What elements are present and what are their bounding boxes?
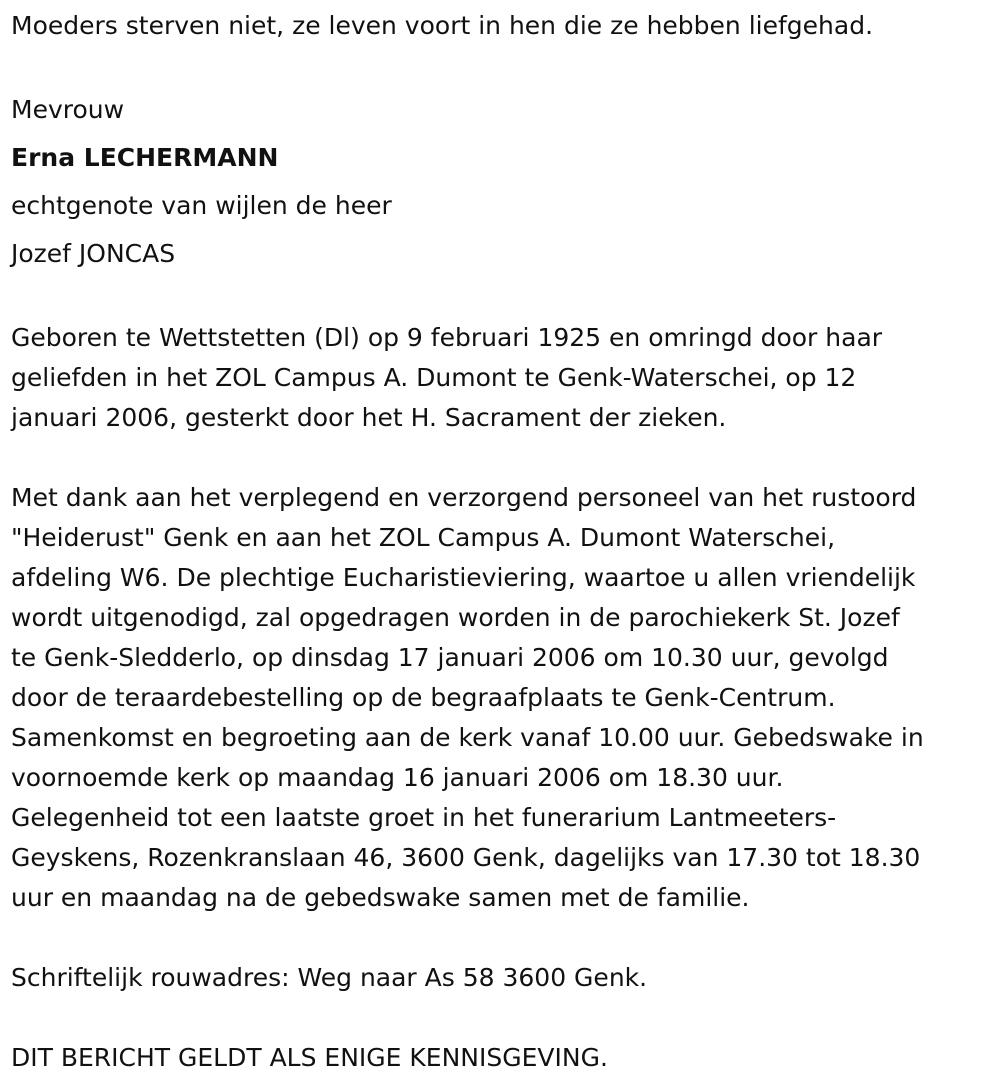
paragraph-line: afdeling W6. De plechtige Eucharistieviering, waartoe u allen vriendelijk (11, 563, 916, 592)
birth-death-paragraph (11, 318, 986, 438)
spouse-name: Jozef JONCAS (11, 239, 176, 268)
blank-line (11, 438, 986, 478)
blank-line (11, 278, 986, 318)
paragraph-line: "Heiderust" Genk en aan het ZOL Campus A. Dumont Waterschei, (11, 523, 836, 552)
notice-statement: DIT BERICHT GELDT ALS ENIGE KENNISGEVING. (11, 1043, 608, 1072)
condolence-address: Schriftelijk rouwadres: Weg naar As 58 3600 Genk. (11, 963, 648, 992)
obituary-notice (11, 6, 986, 1078)
paragraph-line: te Genk-Sledderlo, op dinsdag 17 januari 2006 om 10.30 uur, gevolgd (11, 643, 889, 672)
opening-quote: Moeders sterven niet, ze leven voort in hen die ze hebben liefgehad. (11, 11, 874, 40)
honorific: Mevrouw (11, 95, 125, 124)
thanks-and-ceremony-paragraph (11, 478, 986, 918)
paragraph-line: geliefden in het ZOL Campus A. Dumont te Genk-Waterschei, op 12 (11, 363, 857, 392)
deceased-name: Erna LECHERMANN (11, 143, 279, 172)
blank-line (11, 998, 986, 1038)
blank-line (11, 46, 986, 86)
paragraph-line: uur en maandag na de gebedswake samen met de familie. (11, 883, 750, 912)
relation-text: echtgenote van wijlen de heer (11, 191, 392, 220)
paragraph-line: januari 2006, gesterkt door het H. Sacrament der zieken. (11, 403, 727, 432)
paragraph-line: wordt uitgenodigd, zal opgedragen worden in de parochiekerk St. Jozef (11, 603, 900, 632)
paragraph-line: Geboren te Wettstetten (Dl) op 9 februari 1925 en omringd door haar (11, 323, 883, 352)
deceased-intro (11, 86, 986, 278)
paragraph-line: voornoemde kerk op maandag 16 januari 2006 om 18.30 uur. (11, 763, 784, 792)
paragraph-line: Samenkomst en begroeting aan de kerk vanaf 10.00 uur. Gebedswake in (11, 723, 924, 752)
paragraph-line: Met dank aan het verplegend en verzorgend personeel van het rustoord (11, 483, 917, 512)
paragraph-line: Gelegenheid tot een laatste groet in het funerarium Lantmeeters- (11, 803, 837, 832)
blank-line (11, 918, 986, 958)
paragraph-line: door de teraardebestelling op de begraafplaats te Genk-Centrum. (11, 683, 836, 712)
paragraph-line: Geyskens, Rozenkranslaan 46, 3600 Genk, dagelijks van 17.30 tot 18.30 (11, 843, 921, 872)
